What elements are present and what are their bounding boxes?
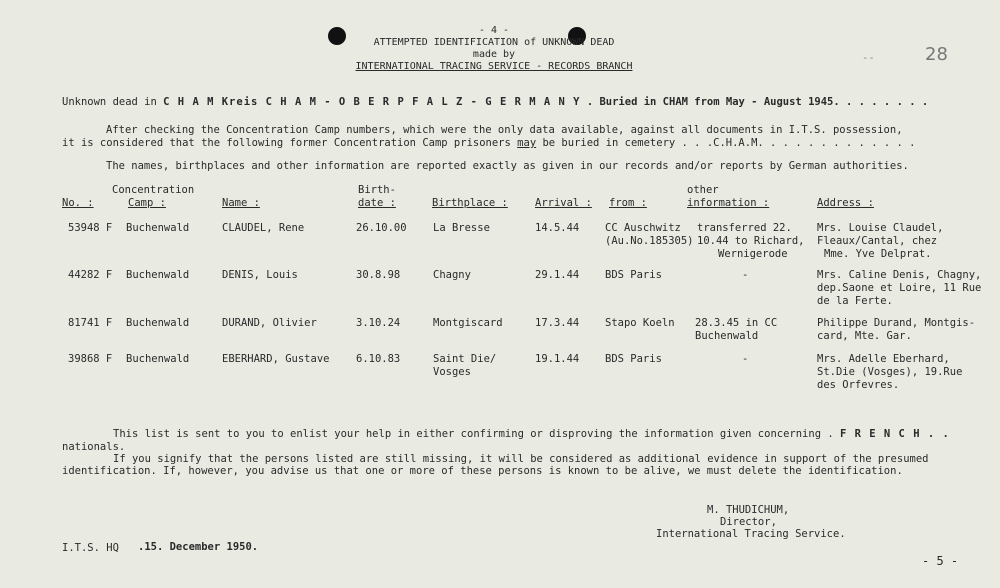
- row-other: 10.44 to Richard,: [697, 235, 805, 247]
- corner-page-number: 28: [925, 44, 948, 65]
- row-birthdate: 26.10.00: [356, 222, 407, 234]
- row-address: St.Die (Vosges), 19.Rue: [817, 366, 963, 378]
- row-arrival: 29.1.44: [535, 269, 580, 281]
- row-birthdate: 3.10.24: [356, 317, 401, 329]
- row-address: des Orfevres.: [817, 379, 900, 391]
- row-camp: Buchenwald: [126, 269, 190, 281]
- footer-place: I.T.S. HQ: [62, 542, 119, 554]
- row-other: Buchenwald: [695, 330, 759, 342]
- corner-dash: --: [862, 52, 875, 64]
- row-name: CLAUDEL, Rene: [222, 222, 305, 234]
- row-birthdate: 6.10.83: [356, 353, 401, 365]
- organization-header: INTERNATIONAL TRACING SERVICE - RECORDS BRANCH: [355, 61, 633, 72]
- row-camp: Buchenwald: [126, 353, 190, 365]
- header-from: from :: [609, 197, 647, 209]
- row-address: Mrs. Adelle Eberhard,: [817, 353, 950, 365]
- row-other: -: [742, 353, 749, 365]
- row-birthplace: Chagny: [433, 269, 471, 281]
- row-name: DENIS, Louis: [222, 269, 298, 281]
- header-other: information :: [687, 197, 770, 209]
- row-from: BDS Paris: [605, 269, 662, 281]
- row-name: EBERHARD, Gustave: [222, 353, 330, 365]
- made-by: made by: [472, 49, 516, 60]
- row-from: CC Auschwitz: [605, 222, 681, 234]
- unknown-dead-prefix: Unknown dead in: [62, 96, 157, 108]
- burial-info: . Buried in CHAM from May - August 1945. . . . . . . .: [586, 96, 929, 108]
- row-other: Wernigerode: [718, 248, 788, 260]
- closing-line3: If you signify that the persons listed are still missing, it will be considered as additional evidence in support of the presumed: [113, 453, 929, 465]
- header-arrival: Arrival :: [535, 197, 592, 209]
- row-address: card, Mte. Gar.: [817, 330, 912, 342]
- header-no: No. :: [62, 197, 94, 209]
- intro-line2-cemetery: be buried in cemetery . . .C.H.A.M. . . . . . . . . . . . .: [542, 137, 916, 149]
- header-birthplace: Birthplace :: [432, 197, 508, 209]
- document-title: ATTEMPTED IDENTIFICATION of UNKNOWN DEAD: [373, 37, 615, 48]
- row-from: Stapo Koeln: [605, 317, 675, 329]
- row-camp: Buchenwald: [126, 317, 190, 329]
- header-name: Name :: [222, 197, 260, 209]
- page-marker: - 4 -: [478, 25, 510, 36]
- signatory-org: International Tracing Service.: [656, 528, 846, 540]
- header-camp-top: Concentration: [112, 184, 195, 196]
- header-birth-top: Birth-: [358, 184, 396, 196]
- signatory-title: Director,: [720, 516, 777, 528]
- row-address: Mme. Yve Delprat.: [824, 248, 932, 260]
- intro-may: may: [517, 137, 537, 149]
- row-no: 81741 F: [68, 317, 113, 329]
- row-arrival: 17.3.44: [535, 317, 580, 329]
- records-note: The names, birthplaces and other information are reported exactly as given in our records and/or reports by German authorities.: [106, 160, 909, 172]
- header-birthdate: date :: [358, 197, 396, 209]
- intro-paragraph-line2: [62, 137, 915, 149]
- row-address: Fleaux/Cantal, chez: [817, 235, 938, 247]
- intro-paragraph-line1: After checking the Concentration Camp numbers, which were the only data available, against all documents in I.T.S. possession,: [106, 124, 903, 136]
- closing-line1: [113, 428, 950, 440]
- location: C H A M Kreis C H A M - O B E R P F A L Z - G E R M A N Y: [163, 96, 581, 108]
- row-other: transferred 22.: [697, 222, 792, 234]
- row-birthplace: La Bresse: [433, 222, 490, 234]
- row-no: 44282 F: [68, 269, 113, 281]
- header-camp: Camp :: [128, 197, 166, 209]
- row-address: dep.Saone et Loire, 11 Rue: [817, 282, 982, 294]
- row-no: 39868 F: [68, 353, 113, 365]
- footer-date: .15. December 1950.: [138, 541, 259, 553]
- row-from: BDS Paris: [605, 353, 662, 365]
- unknown-dead-line: [62, 96, 928, 108]
- row-no: 53948 F: [68, 222, 113, 234]
- row-address: de la Ferte.: [817, 295, 893, 307]
- closing-line2: nationals.: [62, 441, 126, 453]
- row-address: Philippe Durand, Montgis-: [817, 317, 976, 329]
- row-birthplace: Saint Die/: [433, 353, 497, 365]
- row-address: Mrs. Louise Claudel,: [817, 222, 944, 234]
- row-camp: Buchenwald: [126, 222, 190, 234]
- intro-line2-text: it is considered that the following former Concentration Camp prisoners: [62, 137, 511, 149]
- closing-line4: identification. If, however, you advise us that one or more of these persons is known to be alive, we must delete the identification.: [62, 465, 903, 477]
- row-other: -: [742, 269, 749, 281]
- row-name: DURAND, Olivier: [222, 317, 317, 329]
- row-from: (Au.No.185305): [605, 235, 694, 247]
- footer-page-number: - 5 -: [922, 554, 959, 568]
- row-birthdate: 30.8.98: [356, 269, 401, 281]
- closing-request-text: This list is sent to you to enlist your help in either confirming or disproving the information given concerning .: [113, 428, 834, 440]
- row-arrival: 19.1.44: [535, 353, 580, 365]
- row-address: Mrs. Caline Denis, Chagny,: [817, 269, 982, 281]
- header-address: Address :: [817, 197, 874, 209]
- row-birthplace: Montgiscard: [433, 317, 503, 329]
- signatory-name: M. THUDICHUM,: [707, 504, 790, 516]
- row-arrival: 14.5.44: [535, 222, 580, 234]
- nationality: F R E N C H . .: [839, 428, 950, 440]
- header-other-top: other: [687, 184, 719, 196]
- row-birthplace: Vosges: [433, 366, 471, 378]
- row-other: 28.3.45 in CC: [695, 317, 778, 329]
